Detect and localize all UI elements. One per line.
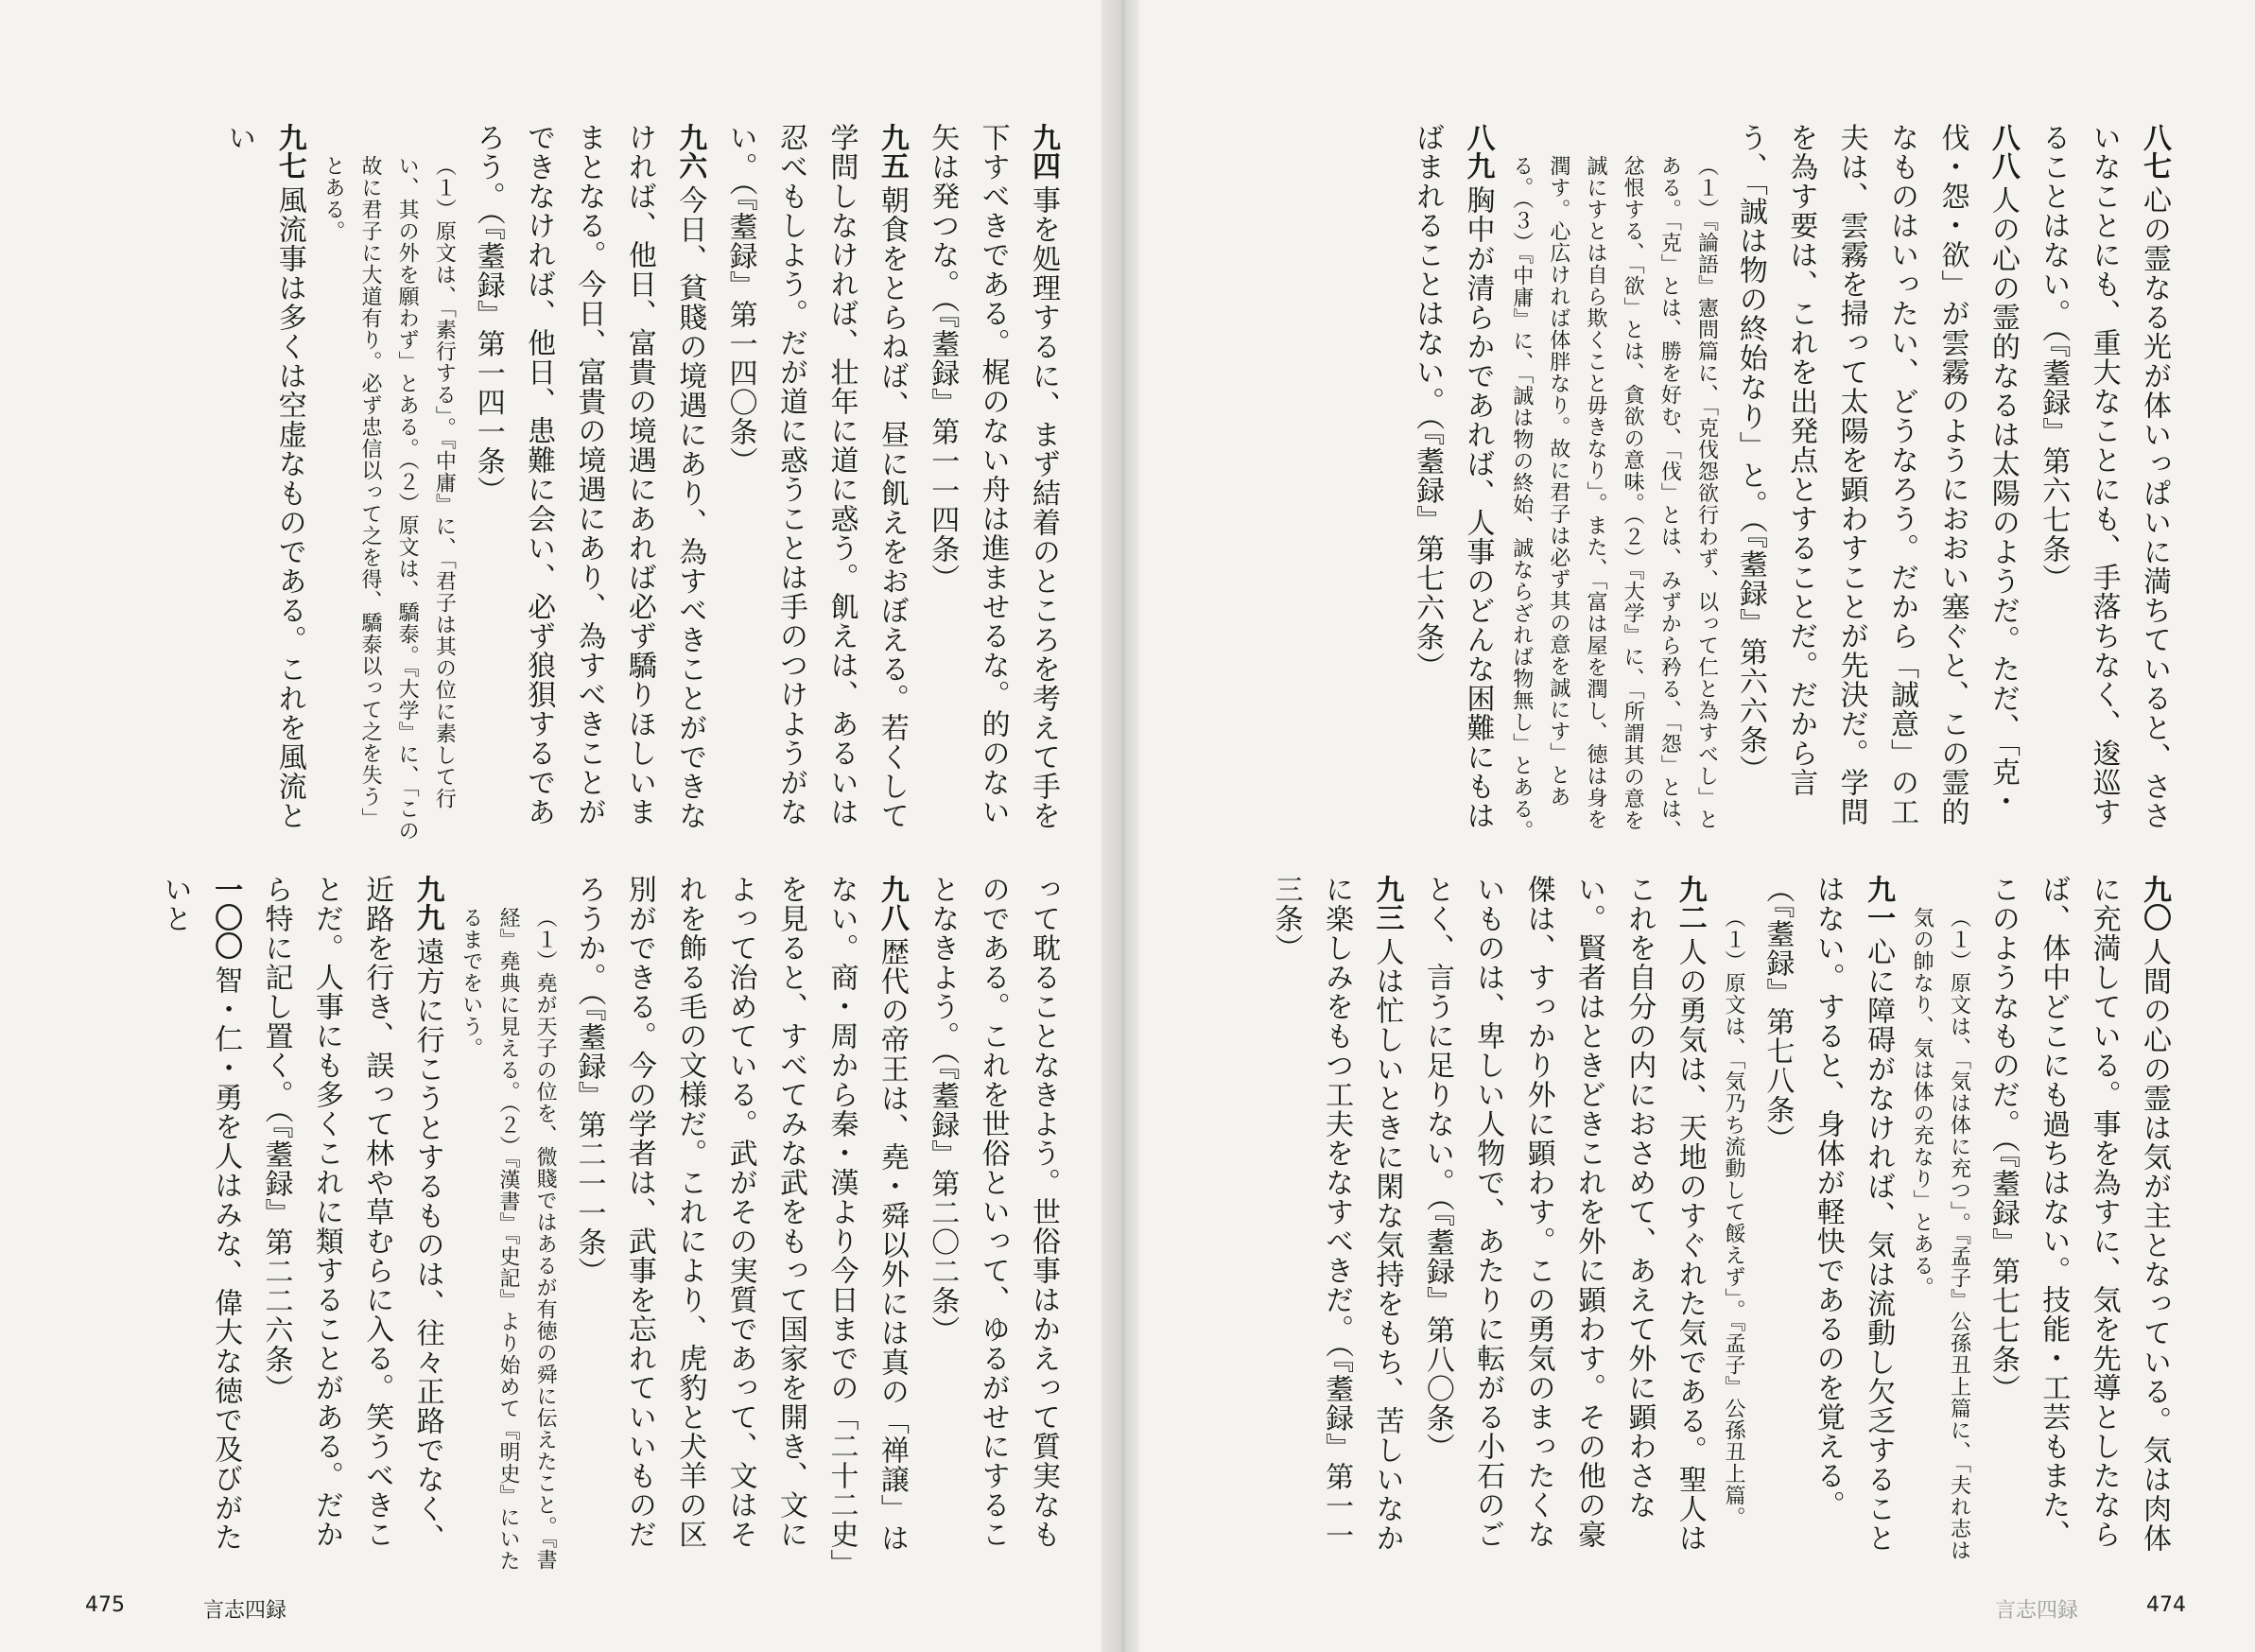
entry-number: 九六 — [673, 123, 707, 180]
entry-number: 八七 — [2138, 123, 2171, 180]
book-gutter — [1101, 0, 1144, 1652]
entry-91 — [1715, 875, 1903, 1574]
entry-text: 心の霊なる光が体いっぱいに満ちていると、ささいなことにも、重大なことにも、手落ちなく、逡巡することはない。（『耋録』第六七条） — [2037, 123, 2171, 830]
entry-number: 九九 — [410, 875, 444, 931]
left-page-top-block — [104, 123, 1068, 842]
entry-text: 智・仁・勇を人はみな、偉大な徳で及びがたいと — [158, 875, 243, 1552]
entry-100 — [149, 875, 251, 1574]
entry-90 — [1903, 875, 2179, 1574]
running-head-right: 言志四録 — [1995, 1599, 2079, 1623]
entry-text: って耽ることなきよう。世俗事はかえって質実なものである。これを世俗といって、ゆるがせにすることなきよう。（『耋録』第二〇二条） — [926, 875, 1060, 1549]
right-page — [1139, 0, 2255, 1652]
entry-99 — [251, 875, 453, 1574]
entry-number: 九一 — [1862, 875, 1896, 931]
entry-notes: （１）『論語』憲問篇に、「克伐怨欲行わず、以って仁と為すべし」とある。「克」とは、勝を好む、「伐」とは、みずから矜る、「怨」とは、忿恨する、「欲」とは、貪欲の意味。（２）『大学』に、「所謂其の意を誠にすとは自ら欺くこと毋きなり」。また、「富は屋を潤し、徳は身を潤す。心広ければ体胖なり。故に君子は必ず其の意を誠にす」とある。（３）『中庸』に、「誠は物の終始、誠ならざれば物無し」とある。 — [1509, 155, 1719, 842]
entry-number: 九五 — [875, 123, 909, 180]
left-page-bottom-block — [104, 875, 1068, 1574]
entry-98 — [453, 875, 917, 1574]
page-number-left: 475 — [85, 1593, 125, 1617]
entry-number: 八八 — [1986, 123, 2020, 180]
page-number-right: 474 — [2146, 1593, 2186, 1617]
entry-text: 人の勇気は、天地のすぐれた気である。聖人はこれを自分の内におさめて、あえて外に顕わさない。賢者はときどきこれを外に顕わす。その他の豪傑は、すっかり外に顕わす。この勇気のまったくないものは、卑しい人物で、あたりに転がる小石のごとく、言うに足りない。（『耋録』第八〇条） — [1420, 875, 1707, 1553]
entry-notes: （１）原文は、「気乃ち流動して餒えず」。『孟子』公孫丑上篇。 — [1721, 907, 1745, 1528]
entry-notes: （１）堯が天子の位を、微賤ではあるが有徳の舜に伝えたこと。『書経』堯典に見える。（２）『漢書』『史記』より始めて『明史』にいたるまでをいう。 — [459, 907, 558, 1572]
entry-text: 人の心の霊的なるは太陽のようだ。ただ、「克・伐・怨・欲」が雲霧のようにおおい塞ぐと、この霊的なものはいったい、どうなろう。だから「誠意」の工夫は、雲霧を掃って太陽を顕わすことが先決だ。学問を為す要は、これを出発点とすることだ。だから言う、「誠は物の終始なり」と。（『耋録』第六六条） — [1733, 123, 2020, 826]
entry-notes: （１）原文は、「気は体に充つ」。『孟子』公孫丑上篇に、「夫れ志は気の帥なり、気は体の充なり」とある。 — [1910, 907, 1971, 1561]
entry-92 — [1412, 875, 1714, 1574]
entry-number: 九三 — [1370, 875, 1404, 931]
entry-text: 歴代の帝王は、堯・舜以外には真の「禅譲」はない。商・周から秦・漢より今日までの「二十二史」を見ると、すべてみな武をもって国家を開き、文によって治めている。武がその実質であって、文はそれを飾る毛の文様だ。これにより、虎豹と犬羊の区別ができる。今の学者は、武事を忘れていいものだろうか。（『耋録』第二一一条） — [572, 875, 909, 1564]
entry-89 — [1402, 123, 1503, 842]
entry-text: 事を処理するに、まず結着のところを考えて手を下すべきである。梶のない舟は進ませるな。的のない矢は発つな。（『耋録』第一一四条） — [926, 123, 1060, 830]
running-head-left: 言志四録 — [203, 1599, 287, 1623]
entry-94 — [917, 123, 1068, 842]
entry-text: 遠方に行こうとするものは、往々正路でなく、近路を行き、誤って林や草むらに入る。笑うべきことだ。人事にも多くこれに類することがある。だから特に記し置く。（『耋録』第二二六条） — [259, 875, 444, 1553]
entry-number: 一〇〇 — [209, 875, 243, 960]
entry-88 — [1503, 123, 2028, 842]
entry-95 — [715, 123, 917, 842]
right-page-bottom-block — [1196, 875, 2179, 1574]
entry-87 — [2028, 123, 2179, 842]
entry-text: 人は忙しいときに閑な気持をもち、苦しいなかに楽しみをもつ工夫をなすべきだ。（『耋録』第一一三条） — [1269, 875, 1404, 1553]
entry-number: 八九 — [1461, 123, 1495, 180]
entry-97-cont — [917, 875, 1068, 1574]
entry-number: 九七 — [272, 123, 306, 180]
entry-text: 人間の心の霊は気が主となっている。気は肉体に充満している。事を為すに、気を先導としたならば、体中どこにも過ちはない。技能・工芸もまた、このようなものだ。（『耋録』第七七条） — [1986, 875, 2171, 1553]
entry-text: 心に障碍がなければ、気は流動し欠乏することはない。すると、身体が軽快であるのを覚える。（『耋録』第七八条） — [1761, 875, 1896, 1553]
entry-96 — [315, 123, 716, 842]
right-page-top-block — [1196, 123, 2179, 842]
entry-notes: （１）原文は、「素行する」。『中庸』に、「君子は其の位に素して行い、其の外を願わず」とある。（２）原文は、驕泰。『大学』に、「この故に君子に大道有り。必ず忠信以って之を得、驕泰以って之を失う」とある。 — [321, 155, 457, 842]
entry-text: 胸中が清らかであれば、人事のどんな困難にもはばまれることはない。（『耋録』第七六条） — [1411, 123, 1495, 830]
entry-93 — [1260, 875, 1412, 1574]
entry-97 — [214, 123, 315, 842]
entry-text: 風流事は多くは空虚なものである。これを風流とい — [222, 123, 306, 830]
entry-text: 今日、貧賤の境遇にあり、為すべきことができなければ、他日、富貴の境遇にあれば必ず驕りほしいままとなる。今日、富貴の境遇にあり、為すべきことができなければ、他日、患難に会い、必ず狼狽するであろう。（『耋録』第一四一条） — [471, 123, 707, 830]
entry-number: 九八 — [875, 875, 909, 931]
entry-number: 九二 — [1673, 875, 1707, 931]
entry-number: 九四 — [1027, 123, 1060, 180]
entry-text: 朝食をとらねば、昼に飢えをおぼえる。若くして学問しなければ、壮年に道に惑う。飢えは、あるいは忍べもしよう。だが道に惑うことは手のつけようがない。（『耋録』第一四〇条） — [723, 123, 909, 830]
left-page — [0, 0, 1106, 1652]
entry-number: 九〇 — [2138, 875, 2171, 931]
